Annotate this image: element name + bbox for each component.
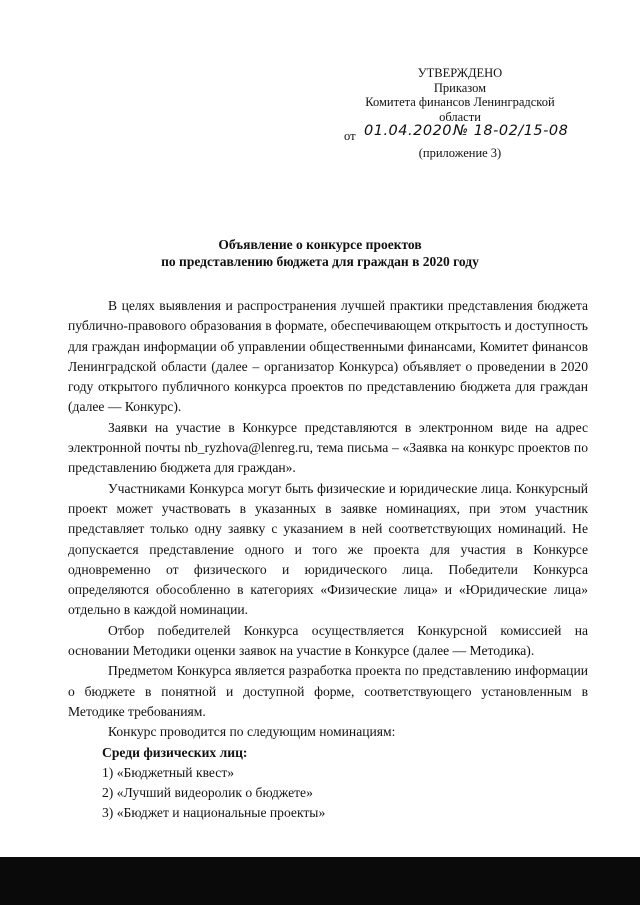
paragraph-nominations-intro: Конкурс проводится по следующим номинациям: xyxy=(108,724,396,740)
paragraph-selection: Отбор победителей Конкурса осуществляется Конкурсной комиссией на основании Методики оценки заявок на участие в Конкурсе (далее — Методика). xyxy=(68,622,588,659)
announcement-body xyxy=(68,296,588,824)
nomination-item: 1) «Бюджетный квест» xyxy=(102,764,235,780)
approved-label: УТВЕРЖДЕНО xyxy=(417,66,503,80)
committee-line-2: области xyxy=(439,109,481,124)
paragraph-applications: Заявки на участие в Конкурсе представляются в электронном виде на адрес электронной почты nb_ryzhova@lenreg.ru, тема письма – «Заявка на конкурс проектов по представлению бюджета для граждан». xyxy=(68,419,588,476)
order-label: Приказом xyxy=(433,80,487,95)
scan-bottom-bar xyxy=(0,857,640,905)
paragraph-purpose: В целях выявления и распространения лучшей практики представления бюджета публично-правового образования в формате, обеспечивающем открытость и доступность для граждан информации об управлении общественными финансами, Комитет финансов Ленинградской области (далее – организатор Конкурса) объявляет о проведении в 2020 году открытого публичного конкурса проектов по представлению бюджета для граждан (далее — Конкурс). xyxy=(68,298,588,415)
paragraph-participants: Участниками Конкурса могут быть физические и юридические лица. Конкурсный проект может участвовать в указанных в заявке номинациях, при этом участник представляет только одну заявку с указанием в ней соответствующих номинаций. Не допускается представление одного и того же проекта для участия в Конкурсе одновременно от физического и юридического лица. Победители Конкурса определяются обособленно в категориях «Физические лица» и «Юридические лица» отдельно в каждой номинации. xyxy=(68,480,588,618)
nomination-item: 2) «Лучший видеоролик о бюджете» xyxy=(102,785,313,801)
title-line-2: по представлению бюджета для граждан в 2020 году xyxy=(161,254,479,269)
paragraph-subject: Предметом Конкурса является разработка проекта по представлению информации о бюджете в понятной и доступной форме, соответствующего установленным в Методике требованиям. xyxy=(68,663,588,719)
approval-stamp xyxy=(330,66,590,161)
appendix-label: (приложение 3) xyxy=(418,146,502,160)
nomination-item: 3) «Бюджет и национальные проекты» xyxy=(102,805,326,821)
order-date-line xyxy=(330,124,590,146)
title-line-1: Объявление о конкурсе проектов xyxy=(218,237,422,252)
handwritten-date: 01.04.2020 xyxy=(364,123,453,139)
handwritten-order-number: № 18-02/15-08 xyxy=(453,123,569,139)
from-prefix: от xyxy=(344,129,356,143)
nominations-heading: Среди физических лиц: xyxy=(102,744,248,760)
committee-line-1: Комитета финансов Ленинградской xyxy=(365,95,555,109)
announcement-title xyxy=(60,236,580,270)
